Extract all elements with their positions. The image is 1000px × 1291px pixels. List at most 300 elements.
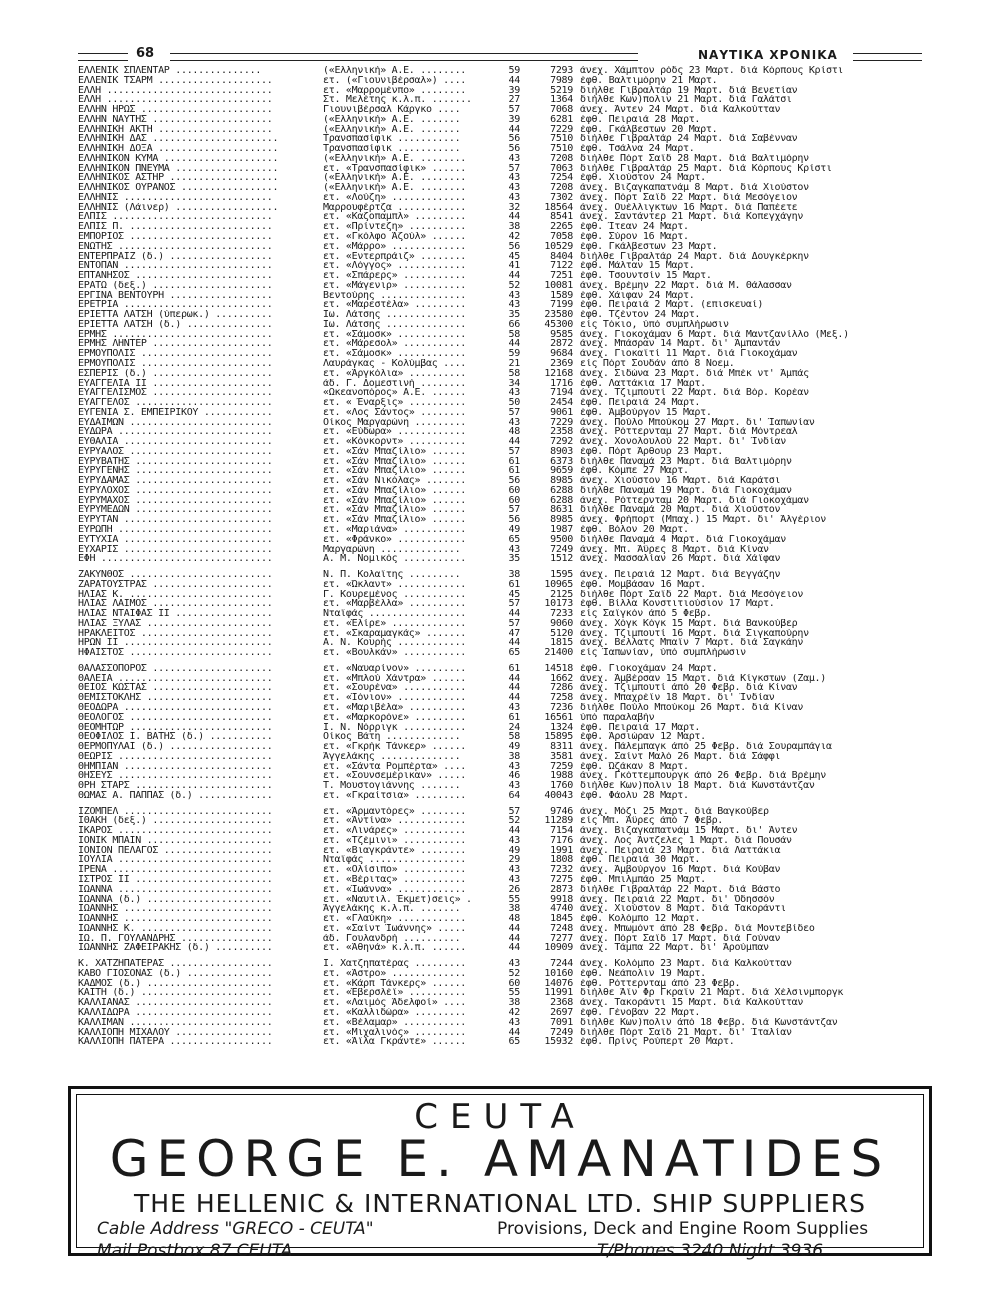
ship-entry [78, 904, 948, 914]
ship-name: ΘΕΩΡΙΣ ........................... [78, 751, 273, 762]
movement: διήλθε Παναμά 23 Μαρτ. διά Βαλτιμόρην [580, 456, 792, 467]
movement: άνεχ. Μπωμόντ άπό 28 Φεβρ. διά Μοντεβίδεο [580, 923, 815, 934]
crew-count: 47 [508, 628, 520, 639]
crew-count: 52 [508, 816, 520, 827]
ship-entry [78, 979, 948, 989]
movement: άνεχ. Τακοράντι 15 Μαρτ. διά Καλκούτταν [580, 998, 804, 1009]
crew-count: 43 [508, 703, 520, 713]
tonnage: 7208 [550, 183, 573, 194]
movement: έφθ. Πειραιά 28 Μαρτ. [580, 114, 701, 125]
advertisement-inner-frame [76, 1094, 924, 1261]
movement: άνεχ. Βιζαγκαπατνάμ 8 Μαρτ. διά Χιούστον [580, 183, 809, 194]
ship-entry [78, 895, 948, 905]
ship-name: ΚΑΛΛΙΜΑΝ ......................... [78, 1017, 273, 1028]
ship-entry [78, 648, 948, 658]
ship-entry [78, 447, 948, 457]
movement: έφθ. Χιούστον 24 Μαρτ. [580, 173, 706, 184]
crew-count: 61 [508, 579, 520, 590]
ship-name: ΕΛΠΙΣ Π. ......................... [78, 222, 273, 233]
ship-entry [78, 408, 948, 418]
tonnage: 5219 [550, 85, 573, 96]
owner: Ίω. Λάτσης .............. [323, 319, 467, 330]
ship-name: ΖΑΡΑΤΟΥΣΤΡΑΣ ..................... [78, 579, 273, 590]
owner: ετ. «Λος Σάντος» ........ [323, 407, 467, 418]
ship-name: ΕΥΡΥΤΑΝ .......................... [78, 515, 273, 526]
ship-name: ΘΕΙΟΣ ΚΩΣΤΑΣ ..................... [78, 683, 273, 694]
ship-entry [78, 590, 948, 600]
owner: ετ. «Σπάρερς» ........... [323, 271, 467, 282]
crew-count: 57 [508, 105, 520, 116]
tonnage: 11991 [544, 988, 573, 999]
tonnage: 7091 [550, 1017, 573, 1028]
tonnage: 7277 [550, 933, 573, 944]
crew-count: 57 [508, 599, 520, 610]
ship-name: ΘΕΟΔΩΡΑ .......................... [78, 703, 273, 713]
tonnage: 10081 [544, 280, 573, 291]
ship-entry [78, 271, 948, 281]
ship-name: ΘΩΜΑΣ Α. ΠΑΠΠΑΣ (δ.) ............. [78, 790, 273, 801]
ship-name: ΕΝΩΤΗΣ ........................... [78, 241, 273, 252]
crew-count: 57 [508, 806, 520, 817]
ship-entry [78, 320, 948, 330]
owner: («Ελληνική» Α.Ε. ....... [323, 114, 461, 125]
crew-count: 43 [508, 173, 520, 184]
ship-name: ΗΛΙΑΣ Κ. ......................... [78, 589, 273, 600]
ship-name: ΚΑΔΜΟΣ (δ.) ...................... [78, 978, 273, 989]
ship-name: ΚΑΛΛΙΟΠΗ ΜΙΧΑΛΟΥ ................. [78, 1027, 273, 1038]
ship-entry [78, 261, 948, 271]
ship-name: ΙΚΑΡΟΣ ........................... [78, 826, 273, 837]
ship-name: ΗΛΙΑΣ ΝΤΑΪΦΑΣ ΙΙ ................. [78, 609, 273, 620]
tonnage: 7236 [550, 703, 573, 713]
crew-count: 57 [508, 505, 520, 516]
ship-entry [78, 359, 948, 369]
ship-entry [78, 1028, 948, 1038]
crew-count: 57 [508, 446, 520, 457]
movement: άνεχ. Φρήπορτ (Μπαχ.) 15 Μαρτ. δι' Άλγέριον [580, 515, 826, 526]
owner: Οίκος Μαργαρώνη ......... [323, 417, 467, 428]
owner: ετ. «Μάρεσολ» ........... [323, 339, 467, 350]
ship-entry [78, 349, 948, 359]
crew-count: 58 [508, 368, 520, 379]
ship-name: ΗΡΑΚΛΕΙΤΟΣ ....................... [78, 628, 273, 639]
movement: έφθ. Γκάλβεστων 20 Μαρτ. [580, 124, 718, 135]
movement: ύπό παραλαβήν [580, 712, 655, 723]
tonnage: 3581 [550, 751, 573, 762]
ship-entry [78, 212, 948, 222]
movement: έφθ. Πόρτ Άρθουρ 23 Μαρτ. [580, 446, 724, 457]
movement: έφθ. Ρόττερνταμ άπό 23 Φεβρ. [580, 978, 741, 989]
ship-entry [78, 193, 948, 203]
movement: έφθ. Σύρον 16 Μαρτ. [580, 232, 689, 243]
ship-entry [78, 570, 948, 580]
tonnage: 7510 [550, 144, 573, 155]
crew-count: 59 [508, 349, 520, 360]
ship-name: ΘΕΟΦΙΛΟΣ Ι. ΒΑΤΗΣ (δ.) ........... [78, 732, 273, 743]
ship-entry [78, 427, 948, 437]
tonnage: 7232 [550, 865, 573, 876]
ship-name: Κ. ΧΑΤΖΗΠΑΤΕΡΑΣ .................. [78, 959, 273, 970]
movement: άνεχ. Πόρτ Σαΐδ 17 Μαρτ. διά Γούναν [580, 933, 781, 944]
movement: έφθ. Πειραιά 30 Μαρτ. [580, 855, 701, 866]
tonnage: 7229 [550, 124, 573, 135]
ship-entry [78, 836, 948, 846]
owner: ετ. «Εντερπράιζ» ........ [323, 251, 467, 262]
crew-count: 38 [508, 751, 520, 762]
tonnage: 7292 [550, 437, 573, 448]
crew-count: 44 [508, 943, 520, 954]
owner: ετ. «Άστρο» ............. [323, 968, 467, 979]
ship-entry [78, 693, 948, 703]
tonnage: 1808 [550, 855, 573, 866]
tonnage: 21400 [544, 648, 573, 659]
tonnage: 1324 [550, 722, 573, 733]
crew-count: 44 [508, 1027, 520, 1038]
tonnage: 2697 [550, 1007, 573, 1018]
crew-count: 38 [508, 904, 520, 915]
tonnage: 1595 [550, 570, 573, 581]
crew-count: 43 [508, 835, 520, 846]
crew-count: 43 [508, 417, 520, 428]
movement: έφθ. Λαττάκια 17 Μαρτ. [580, 378, 706, 389]
ship-entry [78, 105, 948, 115]
ship-entry [78, 807, 948, 817]
ship-entry [78, 310, 948, 320]
ship-entry [78, 154, 948, 164]
crew-count: 44 [508, 923, 520, 934]
ship-entry [78, 762, 948, 772]
ship-entry [78, 988, 948, 998]
ship-entry [78, 66, 948, 76]
ship-name: ΕΡΑΤΩ (δεξ.) ..................... [78, 280, 273, 291]
crew-count: 46 [508, 771, 520, 782]
crew-count: 65 [508, 648, 520, 659]
movement: άνεχ. Χονολουλού 22 Μαρτ. δι' Ίνδίαν [580, 437, 786, 448]
movement: άνεχ. Πειραιά 12 Μαρτ. διά Βεγγάζην [580, 570, 781, 581]
ship-name: ΕΡΜΟΥΠΟΛΙΣ ....................... [78, 349, 273, 360]
header-rule-left [78, 53, 128, 61]
owner: Ίω. Λάτσης .............. [323, 310, 467, 321]
owner: ετ. «Εύδωρα» ............ [323, 427, 467, 438]
ship-name: ΚΑΙΤΗ (δ.) ....................... [78, 988, 273, 999]
movement: άνεχ. Λος Άντζελες 1 Μαρτ. διά Πουσάν [580, 835, 792, 846]
tonnage: 9060 [550, 618, 573, 629]
tonnage: 7229 [550, 417, 573, 428]
crew-count: 44 [508, 673, 520, 684]
owner: Ι. Χατζηπατέρας ......... [323, 959, 467, 970]
crew-count: 44 [508, 609, 520, 620]
tonnage: 8985 [550, 476, 573, 487]
tonnage: 9918 [550, 894, 573, 905]
tonnage: 7293 [550, 66, 573, 76]
owner: Νταϊφάς ................. [323, 609, 467, 620]
owner: ετ. «Άθηνά» κ.λ.π. ...... [323, 943, 467, 954]
ship-entry [78, 457, 948, 467]
ship-entry [78, 125, 948, 135]
ship-entry [78, 664, 948, 674]
tonnage: 14518 [544, 663, 573, 674]
tonnage: 6288 [550, 495, 573, 506]
ship-name: ΚΑΛΛΙΑΝΑΣ ........................ [78, 998, 273, 1009]
ship-name: ΕΛΛΗ ............................. [78, 95, 273, 106]
tonnage: 7244 [550, 959, 573, 970]
ship-entry [78, 703, 948, 713]
ship-name: ΙΟΥΛΙΑ ........................... [78, 855, 273, 866]
movement: άνεχ. Βελλατς Μπαϊν 7 Μαρτ. διά Σαγκάην [580, 638, 804, 649]
ship-name: ΕΥΑΓΓΕΛΟΣ ........................ [78, 398, 273, 409]
ship-name: ΕΥΧΑΡΙΣ .......................... [78, 544, 273, 555]
movement: άνεχ. Μπ. Άϋρες 8 Μαρτ. διά Κίναν [580, 544, 769, 555]
movement: άνεχ. Βρέμην 22 Μαρτ. διά Μ. Θάλασσαν [580, 280, 792, 291]
tonnage: 6281 [550, 114, 573, 125]
ship-name: ΕΛΛΗΝΙΚΟΝ ΠΝΕΥΜΑ .................. [78, 163, 279, 174]
ship-name: ΕΛΠΙΣ ............................ [78, 212, 273, 223]
ship-name: ΕΡΕΤΡΙΑ .......................... [78, 300, 273, 311]
movement: άνεχ. Σαντάντερ 21 Μαρτ. διά Κοπεγχάγην [580, 212, 804, 223]
movement: άνεχ. Πόρτ Σαΐδ 22 Μαρτ. διά Μεσόγειον [580, 192, 798, 203]
crew-count: 44 [508, 271, 520, 282]
crew-count: 38 [508, 570, 520, 581]
ship-name: ΕΥΡΥΛΟΧΟΣ ........................ [78, 485, 273, 496]
movement: άνεχ. Χάμπτον ρόδς 23 Μαρτ. διά Κόρπους Κρίστι [580, 66, 844, 76]
ship-name: ΕΥΡΥΓΕΝΗΣ ........................ [78, 466, 273, 477]
crew-count: 42 [508, 232, 520, 243]
ship-entry [78, 723, 948, 733]
movement: διήλθε Γιβραλτάρ 19 Μαρτ. διά Βενετίαν [580, 85, 798, 96]
owner: ετ. «Βιαγκράντε» ........ [323, 845, 467, 856]
ship-name: ΕΥΑΓΓΕΛΙΣΜΟΣ ..................... [78, 388, 273, 399]
movement: άνεχ. Πάλεμπαγκ άπό 25 Φεβρ. διά Σουραμπάγια [580, 742, 832, 753]
owner: ετ. «Λινάρες» ........... [323, 826, 467, 837]
owner: ετ. «Άϊλα Γκράντε» ...... [323, 1037, 467, 1048]
tonnage: 2872 [550, 339, 573, 350]
crew-count: 56 [508, 134, 520, 145]
ad-company-name: GEORGE E. AMANATIDES [109, 1130, 891, 1188]
owner: ετ. «Ώκλαντ» ............ [323, 579, 467, 590]
movement: άνεχ. Βιζαγκαπατνάμ 15 Μαρτ. δι' Άντεν [580, 826, 798, 837]
ship-name: ΕΥΔΑΙΜΩΝ ......................... [78, 417, 273, 428]
crew-count: 44 [508, 124, 520, 135]
crew-count: 59 [508, 66, 520, 76]
ship-entry [78, 781, 948, 791]
ship-entry [78, 232, 948, 242]
tonnage: 40043 [544, 790, 573, 801]
owner: ετ. «Μαρρομένπο» ........ [323, 85, 467, 96]
owner: («Ελληνική» Α.Ε. ........ [323, 183, 467, 194]
crew-count: 27 [508, 95, 520, 106]
tonnage: 8903 [550, 446, 573, 457]
movement: είς Σαϊγκόν άπό 5 Φεβρ. [580, 609, 712, 620]
owner: ετ. «Τρανσπασίφικ» ...... [323, 163, 467, 174]
owner: ετ. «Ίωάννα» ............ [323, 884, 467, 895]
owner: Βεντούρης ............... [323, 290, 467, 301]
tonnage: 9061 [550, 407, 573, 418]
ship-entry [78, 144, 948, 154]
crew-count: 60 [508, 485, 520, 496]
owner: Άγγελάκης .............. [323, 751, 461, 762]
ship-entry [78, 683, 948, 693]
movement: έφθ. Γένοβαν 22 Μαρτ. [580, 1007, 701, 1018]
movement: διήλθε Γιβραλτάρ 22 Μαρτ. διά Βάστο [580, 884, 781, 895]
movement: έφθ. Πειραιά 17 Μαρτ. [580, 722, 701, 733]
tonnage: 2369 [550, 358, 573, 369]
owner: ετ. «Μαρκορόνε» ......... [323, 712, 467, 723]
ship-entry [78, 164, 948, 174]
ship-name: ΚΑΛΛΙΟΠΗ ΠΑΤΕΡΑ .................. [78, 1037, 273, 1048]
tonnage: 7249 [550, 544, 573, 555]
ship-entry [78, 885, 948, 895]
ship-entry [78, 914, 948, 924]
crew-count: 57 [508, 618, 520, 629]
ship-name: ΕΛΛΗ ............................. [78, 85, 273, 96]
tonnage: 15895 [544, 732, 573, 743]
tonnage: 7058 [550, 232, 573, 243]
tonnage: 2265 [550, 222, 573, 233]
ship-entry [78, 330, 948, 340]
owner: Τ. Μουστογιάννης ....... [323, 781, 461, 792]
ship-name: ΘΗΜΠΙΑΝ .......................... [78, 761, 273, 772]
crew-count: 56 [508, 144, 520, 155]
owner: ετ. «Βέλαμαρ» ........... [323, 1017, 467, 1028]
crew-count: 44 [508, 638, 520, 649]
ship-name: ΙΩΑΝΝΗΣ Κ. ....................... [78, 923, 273, 934]
owner: ετ. («Γιουνιβέρσαλ») .... [323, 75, 467, 86]
crew-count: 44 [508, 212, 520, 223]
movement: διήλθε Κων)πολιν 18 Μαρτ. διά Κωνστάντζαν [580, 781, 815, 792]
tonnage: 14076 [544, 978, 573, 989]
crew-count: 58 [508, 732, 520, 743]
movement: είς Πόρτ Σουδάν άπό 8 Νοεμ. [580, 358, 735, 369]
owner: ετ. «Σαίντ Ίωάννης» ..... [323, 923, 467, 934]
ship-name: ΕΡΜΟΥΠΟΛΙΣ ....................... [78, 358, 273, 369]
ship-entry [78, 638, 948, 648]
owner: ετ. «Καλλιδώρα» ......... [323, 1007, 467, 1018]
tonnage: 7248 [550, 923, 573, 934]
tonnage: 10160 [544, 968, 573, 979]
owner: ετ. «Σάμοσκ» ............ [323, 329, 467, 340]
ship-entry [78, 242, 948, 252]
crew-count: 38 [508, 222, 520, 233]
ship-entry [78, 300, 948, 310]
ship-name: ΕΡΜΗΣ ΛΗΝΤΕΡ ..................... [78, 339, 273, 350]
crew-count: 52 [508, 968, 520, 979]
crew-count: 64 [508, 790, 520, 801]
crew-count: 44 [508, 693, 520, 704]
ship-group [78, 959, 948, 1047]
header-rule-right [853, 53, 922, 61]
crew-count: 48 [508, 914, 520, 925]
owner: ετ. «Μαρεστέλα» ......... [323, 300, 467, 311]
owner: άδ. Γ. Δομεστινή ........ [323, 378, 467, 389]
tonnage: 6288 [550, 485, 573, 496]
ship-name: ΕΥΡΥΔΑΜΑΣ ........................ [78, 476, 273, 487]
movement: έφθ. Φάολυ 28 Μαρτ. [580, 790, 689, 801]
crew-count: 21 [508, 358, 520, 369]
ship-entry [78, 339, 948, 349]
ship-name: ΚΑΒΟ ΓΙΟΣΟΝΑΣ (δ.) ............... [78, 968, 273, 979]
tonnage: 45300 [544, 319, 573, 330]
owner: ετ. «Μάγενιρ» ........... [323, 280, 467, 291]
ship-name: ΕΛΛΗΝ ΝΑΥΤΗΣ ..................... [78, 114, 273, 125]
owner: ετ. «Κόνκορντ» .......... [323, 437, 467, 448]
ship-name: ΙΩΑΝΝΑ ........................... [78, 884, 273, 895]
movement: άνεχ. Άμβέρσαν 15 Μαρτ. διά Κίγκστων (Ζαμ.) [580, 673, 826, 684]
ad-tagline: THE HELLENIC & INTERNATIONAL LTD. SHIP SUPPLIERS [134, 1189, 866, 1218]
movement: διήλθε Πόρτ Σαΐδ 22 Μαρτ. διά Μεσόγειον [580, 589, 804, 600]
tonnage: 7286 [550, 683, 573, 694]
crew-count: 65 [508, 1037, 520, 1048]
ship-entry [78, 619, 948, 629]
movement: άνεχ. Χιούστον 8 Μαρτ. διά Τακοράντι [580, 904, 786, 915]
crew-count: 45 [508, 589, 520, 600]
ship-entry [78, 599, 948, 609]
owner: ετ. «Σάντα Ρομπέρτα» .... [323, 761, 467, 772]
ship-entry [78, 369, 948, 379]
ship-name: ΚΑΛΛΙΔΩΡΑ ........................ [78, 1007, 273, 1018]
ship-name: ΕΛΛΗΝΙΚΟΣ ΟΥΡΑΝΟΣ ................. [78, 183, 279, 194]
movement: έφθ. Μομβάσαν 16 Μαρτ. [580, 579, 706, 590]
tonnage: 8311 [550, 742, 573, 753]
crew-count: 56 [508, 515, 520, 526]
owner: ετ. «Λούζη» ............. [323, 192, 467, 203]
tonnage: 9500 [550, 534, 573, 545]
movement: διήλθε Παναμά 19 Μαρτ. διά Γιοκοχάμαν [580, 485, 792, 496]
owner: ετ. «Κάρπ Τάνκερς» ...... [323, 978, 467, 989]
movement: άνεχ. Ρόττερνταμ 20 Μαρτ. διά Γιοκοχάμαν [580, 495, 809, 506]
crew-count: 57 [508, 407, 520, 418]
ship-entry [78, 134, 948, 144]
ad-mail-postbox: Mail Postbox 87 CEUTA [97, 1241, 293, 1261]
tonnage: 7302 [550, 192, 573, 203]
movement: έφθ. Ώζάκαν 8 Μαρτ. [580, 761, 689, 772]
ship-name: ΕΛΛΗΝΙΚΟΣ ΑΣΤΗΡ ................... [78, 173, 279, 184]
owner: ετ. «Ναυτιλ. Έκμετ)σεις» . [323, 894, 472, 905]
ship-entry [78, 86, 948, 96]
movement: άνεχ. Τζιμπουτί άπό 20 Φεβρ. διά Κίναν [580, 683, 798, 694]
ship-entry [78, 388, 948, 398]
tonnage: 7154 [550, 826, 573, 837]
tonnage: 7258 [550, 693, 573, 704]
crew-count: 29 [508, 855, 520, 866]
tonnage: 9746 [550, 806, 573, 817]
tonnage: 7063 [550, 163, 573, 174]
ship-entry [78, 969, 948, 979]
ad-provisions: Provisions, Deck and Engine Room Supplies [497, 1219, 869, 1239]
tonnage: 10965 [544, 579, 573, 590]
owner: Στ. Μελέτης κ.λ.π. ....... [323, 95, 472, 106]
crew-count: 43 [508, 1017, 520, 1028]
tonnage: 7122 [550, 261, 573, 272]
movement: έφθ. Μπιλμπάο 25 Μαρτ. [580, 875, 706, 886]
movement: διήλθε Γιβραλτάρ 25 Μαρτ. διά Κόρπους Κρίστι [580, 163, 832, 174]
owner: ετ. «Σάν Μπαζίλιο» ...... [323, 466, 467, 477]
ad-city: CEUTA [414, 1097, 586, 1137]
owner: Τρανσπασίφικ ........... [323, 134, 461, 145]
ship-entry [78, 816, 948, 826]
ship-name: ΕΛΛΗΝ ΗΡΩΣ ....................... [78, 105, 273, 116]
ship-name: ΗΛΙΑΣ ΞΥΛΑΣ ...................... [78, 618, 273, 629]
movement: έφθ. Κόμπε 27 Μαρτ. [580, 466, 689, 477]
owner: ετ. «Ναυαρίνον» ......... [323, 663, 467, 674]
ship-entry [78, 732, 948, 742]
tonnage: 7068 [550, 105, 573, 116]
ship-entry [78, 505, 948, 515]
ship-group [78, 807, 948, 953]
movement: διήλθε Γιβραλτάρ 24 Μαρτ. διά Σαβένναν [580, 134, 798, 145]
ship-entry [78, 924, 948, 934]
crew-count: 66 [508, 319, 520, 330]
owner: («Ελληνική» Α.Ε. ....... [323, 124, 461, 135]
